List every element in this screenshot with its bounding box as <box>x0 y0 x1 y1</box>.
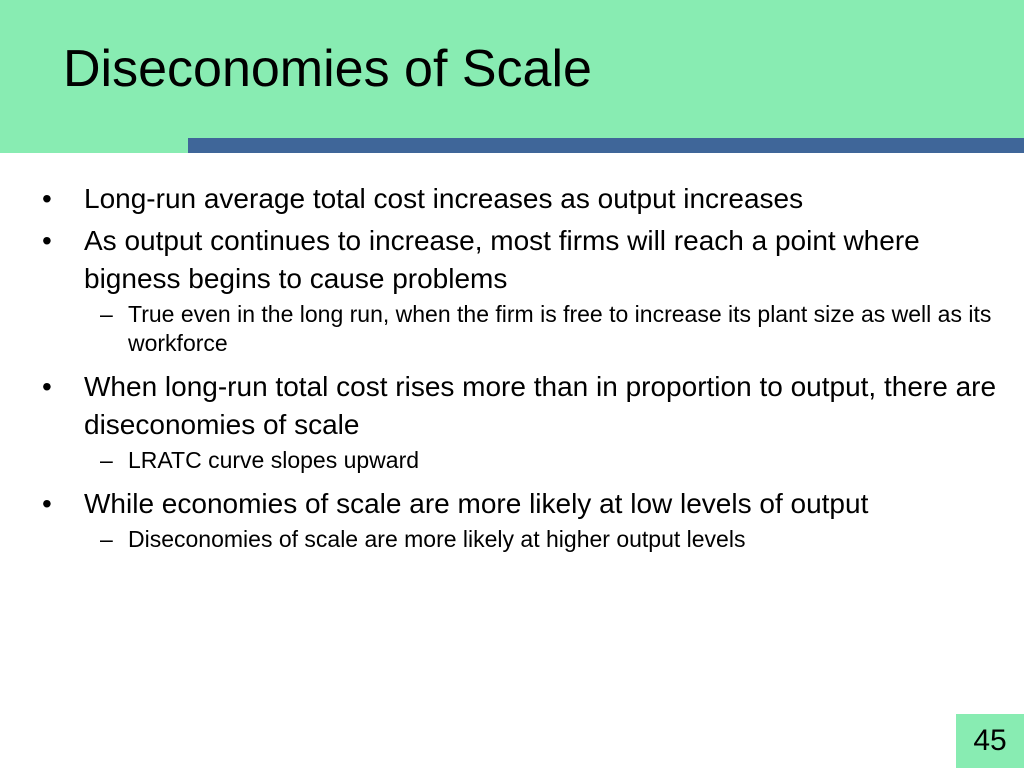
sub-bullet-list <box>84 525 1000 554</box>
slide-title: Diseconomies of Scale <box>63 40 592 98</box>
dash-marker: – <box>100 526 113 552</box>
sub-bullet-text: True even in the long run, when the firm is free to increase its plant size as well as its workforce <box>128 301 992 356</box>
bullet-text: Long-run average total cost increases as output increases <box>84 183 804 214</box>
sub-bullet-item <box>84 300 1000 358</box>
bullet-text: When long-run total cost rises more than in proportion to output, there are diseconomies of scale <box>84 371 997 440</box>
bullet-marker: • <box>42 225 52 256</box>
sub-bullet-text: Diseconomies of scale are more likely at higher output levels <box>128 526 746 552</box>
sub-bullet-list <box>84 300 1000 358</box>
dash-marker: – <box>100 447 113 473</box>
bullet-list <box>40 180 1000 554</box>
bullet-item <box>40 180 1000 218</box>
bullet-item <box>40 368 1000 475</box>
slide-content <box>40 180 1000 564</box>
sub-bullet-list <box>84 446 1000 475</box>
bullet-marker: • <box>42 488 52 519</box>
slide-number: 45 <box>956 714 1024 768</box>
bullet-item <box>40 485 1000 554</box>
bullet-text: As output continues to increase, most firms will reach a point where bigness begins to cause problems <box>84 225 920 294</box>
sub-bullet-item <box>84 525 1000 554</box>
sub-bullet-item <box>84 446 1000 475</box>
bullet-marker: • <box>42 183 52 214</box>
sub-bullet-text: LRATC curve slopes upward <box>128 447 420 473</box>
accent-bar <box>188 138 1024 153</box>
bullet-marker: • <box>42 371 52 402</box>
bullet-item <box>40 222 1000 358</box>
dash-marker: – <box>100 301 113 327</box>
bullet-text: While economies of scale are more likely at low levels of output <box>84 488 869 519</box>
